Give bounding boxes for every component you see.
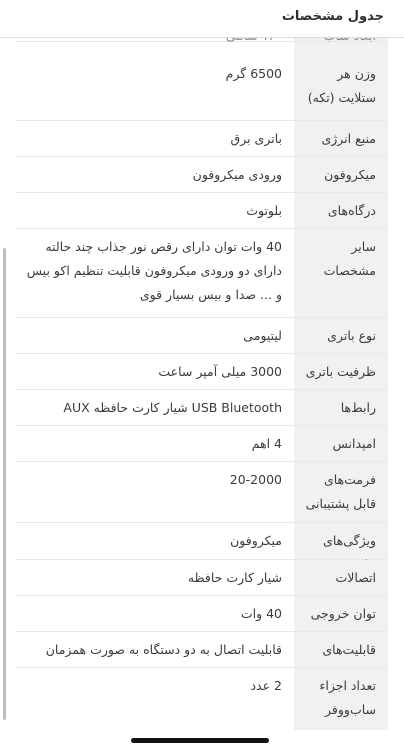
spec-row bbox=[16, 596, 388, 632]
spec-value: بلوتوث bbox=[246, 203, 282, 218]
spec-row bbox=[16, 390, 388, 426]
spec-value: 3000 میلی آمپر ساعت bbox=[158, 364, 282, 379]
spec-key: امپدانس bbox=[294, 426, 388, 461]
spec-row bbox=[16, 157, 388, 193]
spec-value: لیتیومی bbox=[243, 328, 282, 343]
spec-key: سایر مشخصات bbox=[294, 229, 388, 317]
spec-row bbox=[16, 523, 388, 560]
spec-row bbox=[16, 462, 388, 523]
spec-value: 4 اهم bbox=[251, 436, 282, 451]
scrollbar[interactable] bbox=[3, 248, 6, 720]
spec-row bbox=[16, 560, 388, 596]
spec-key: فرمت‌های قابل پشتیبانی bbox=[294, 462, 388, 522]
spec-key: منبع انرژی bbox=[294, 121, 388, 156]
page-title: جدول مشخصات bbox=[281, 9, 384, 24]
spec-row bbox=[16, 229, 388, 318]
spec-table bbox=[16, 5, 388, 730]
spec-value: 6500 گرم bbox=[225, 66, 282, 81]
spec-value: قابلیت اتصال به دو دستگاه به صورت همزمان bbox=[45, 642, 282, 657]
spec-row bbox=[16, 426, 388, 462]
spec-key: رابط‌ها bbox=[294, 390, 388, 425]
spec-row bbox=[16, 318, 388, 354]
spec-row bbox=[16, 42, 388, 121]
spec-row bbox=[16, 193, 388, 229]
spec-key: میکروفون bbox=[294, 157, 388, 192]
section-header bbox=[0, 0, 404, 38]
spec-key: ویژگی‌های bbox=[294, 523, 388, 559]
spec-key: تعداد اجزاء ساب‌ووفر bbox=[294, 668, 388, 730]
spec-key: وزن هر ستلایت (تکه) bbox=[294, 42, 388, 120]
spec-value: باتری برق bbox=[230, 131, 282, 146]
spec-value: میکروفون bbox=[230, 533, 282, 548]
spec-value: 40 وات توان دارای رقص نور جذاب چند حالته دارای دو ورودی میکروفون قابلیت تنظیم اکو بیس و ... صدا و بیس بسیار قوی bbox=[26, 239, 282, 302]
spec-row bbox=[16, 121, 388, 157]
spec-value: ورودی میکروفون bbox=[192, 167, 282, 182]
spec-value: USB Bluetooth شیار کارت حافظه AUX bbox=[63, 400, 282, 415]
spec-key: نوع باتری bbox=[294, 318, 388, 353]
spec-row bbox=[16, 668, 388, 730]
spec-row bbox=[16, 354, 388, 390]
spec-key: توان خروجی bbox=[294, 596, 388, 631]
spec-key: درگاه‌های bbox=[294, 193, 388, 228]
spec-value: 2 عدد bbox=[250, 678, 282, 693]
spec-key: اتصالات bbox=[294, 560, 388, 595]
home-indicator[interactable] bbox=[131, 738, 269, 743]
spec-row bbox=[16, 632, 388, 668]
spec-value: 20-2000 bbox=[229, 472, 282, 487]
spec-key: قابلیت‌های bbox=[294, 632, 388, 667]
spec-value: 40 وات bbox=[240, 606, 282, 621]
spec-key: ظرفیت باتری bbox=[294, 354, 388, 389]
spec-value: شیار کارت حافظه bbox=[187, 570, 282, 585]
